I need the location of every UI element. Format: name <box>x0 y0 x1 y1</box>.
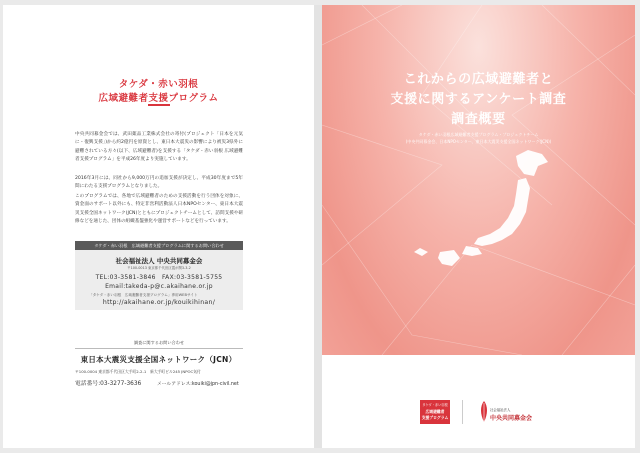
logo-line2: 広域避難者 <box>425 409 445 414</box>
jcn-org-name: 東日本大震災支援全国ネットワーク（JCN） <box>80 355 237 364</box>
cover-hero <box>322 5 635 355</box>
contact-url-note: 「タケダ・赤い羽根 広域避難者支援プログラム」専用WEBサイト <box>89 293 198 297</box>
intro-paragraph-2: 2016年3月には、同社から9,000万円の追加支援が決定し、平成30年度まで5年間にわたる支援プログラムとなりました。 <box>75 176 243 190</box>
contact-url-link[interactable]: http://akaihane.or.jp/kouikihinan/ <box>102 299 216 306</box>
logo-divider <box>462 400 463 424</box>
contact-org: 社会福祉法人 中央共同募金会 <box>115 257 203 265</box>
jcn-address: 〒100-0004 東京都千代田区大手町2-2-1 新大手町ビル245 JNPOC気付 <box>75 369 201 374</box>
cover-subtitle-line2: (中央共同募金会、日本NPOセンター、東日本大震災支援全国ネットワーク(JCN)) <box>405 139 552 144</box>
red-feather-icon <box>478 400 490 424</box>
cc-org-name: 中央共同募金会 <box>490 415 533 422</box>
program-title-line1: タケダ・赤い羽根 <box>118 79 199 90</box>
jcn-tel: 電話番号:03-3277-3636 <box>75 381 142 387</box>
japan-map-icon <box>406 148 556 268</box>
contact-email[interactable]: Email:takeda-p@c.akaihane.or.jp <box>105 283 213 290</box>
cover-title-line2: 支援に関するアンケート調査 <box>390 92 567 107</box>
page-gutter <box>314 5 322 448</box>
program-title-line2: 広域避難者支援プログラム <box>98 93 219 104</box>
title-rule <box>148 104 170 106</box>
left-page <box>3 5 314 448</box>
logo-line3: 支援プログラム <box>421 415 449 420</box>
cover-subtitle-line1: タケダ・赤い羽根広域避難者支援プログラム・プロジェクトチーム <box>418 132 539 137</box>
right-page <box>322 5 635 448</box>
intro-paragraph-1: 中央共同募金会では、武田薬品工業株式会社の寄付(プロジェクト「日本を元気に・復興支援」)から約2億円を原資とし、東日本大震災の影響により被災3県外に避難されている方々(以下、広域避難者)を支援する「タケダ・赤い羽根 広域避難者支援プログラム」を平成26年度より実施しています。 <box>75 132 243 163</box>
contact-tel-fax: TEL:03-3581-3846 FAX:03-3581-5755 <box>95 274 223 281</box>
contact-box <box>75 250 243 310</box>
takeda-program-logo <box>420 400 450 424</box>
cover-title-line3: 調査概要 <box>451 112 506 127</box>
intro-paragraph-3: このプログラムでは、各地で広域避難者のための支援活動を行う団体を対象に、資金面のサポート以外にも、特定非営利活動法人日本NPOセンター、東日本大震災支援全国ネットワーク(JCN)とともにプロジェクトチームとして、訪問支援や研修などを通じた、団体の組織基盤強化や運営サポートなどを行っています。 <box>75 194 243 225</box>
cover-title-line1: これからの広域避難者と <box>403 72 554 87</box>
contact-address: 〒100-0013 東京都千代田区霞が関3-3-2 <box>127 266 191 270</box>
jcn-tel-mail <box>75 378 243 387</box>
cc-org-type: 社会福祉法人 <box>490 408 511 412</box>
contact-header: タケダ・赤い羽根 広域避難者支援プログラムに関するお問い合わせ <box>75 241 243 250</box>
survey-divider <box>75 348 243 349</box>
survey-contact-label: 調査に関するお問い合わせ <box>133 340 185 345</box>
logo-line1: タケダ・赤い羽根 <box>422 403 448 407</box>
jcn-mail[interactable]: メールアドレス:kouiki@jpn-civil.net <box>156 382 239 387</box>
